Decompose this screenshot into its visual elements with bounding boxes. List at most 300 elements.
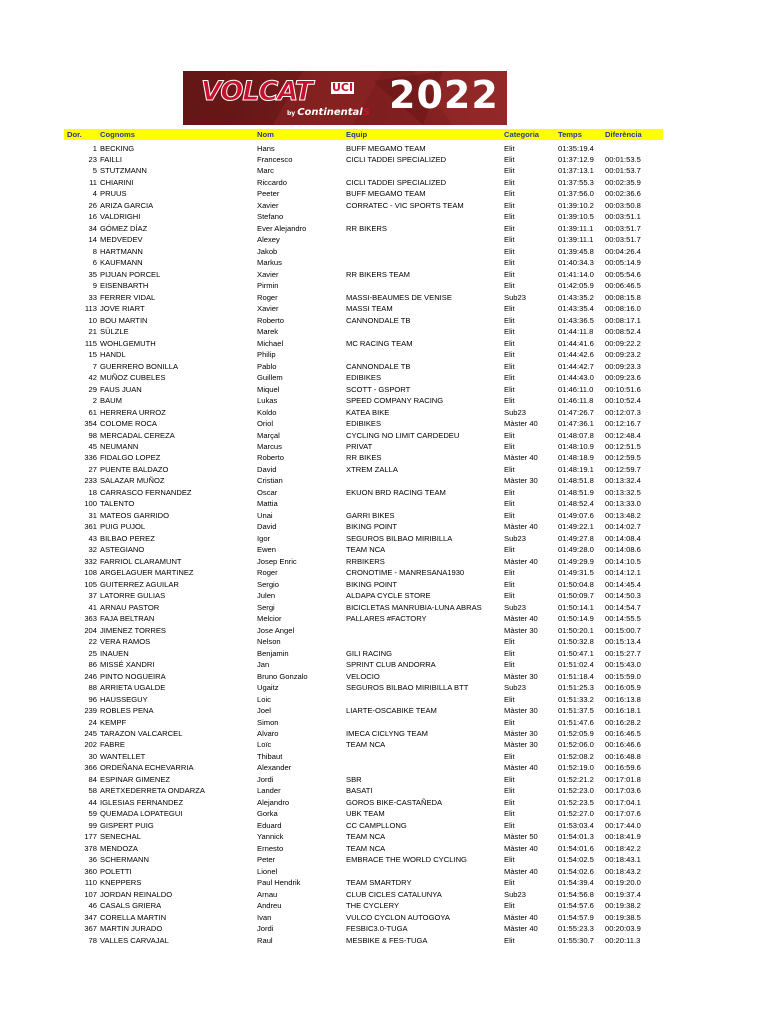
cell-difference: 00:16:28.2 <box>605 717 641 727</box>
cell-surname: POLETTI <box>100 866 132 876</box>
cell-surname: SALAZAR MUÑOZ <box>100 476 165 486</box>
cell-dorsal: 22 <box>88 637 97 647</box>
cell-first-name: Nelson <box>257 637 281 647</box>
cell-difference: 00:15:43.0 <box>605 660 641 670</box>
cell-time: 01:52:23.5 <box>558 797 594 807</box>
table-row <box>0 694 768 705</box>
cell-surname: SENECHAL <box>100 832 141 842</box>
table-row <box>0 602 768 613</box>
cell-dorsal: 239 <box>84 706 97 716</box>
cell-team: GOROS BIKE-CASTAÑEDA <box>346 797 443 807</box>
table-row <box>0 751 768 762</box>
cell-time: 01:52:21.2 <box>558 774 594 784</box>
cell-team: MASSI-BEAUMES DE VENISE <box>346 292 452 302</box>
cell-time: 01:42:05.9 <box>558 281 594 291</box>
cell-surname: FIDALGO LOPEZ <box>100 453 161 463</box>
cell-team: KATEA BIKE <box>346 407 390 417</box>
cell-team: RR BIKES <box>346 453 382 463</box>
cell-difference: 00:16:05.9 <box>605 683 641 693</box>
cell-category: Elit <box>504 809 515 819</box>
table-row <box>0 498 768 509</box>
cell-time: 01:51:33.2 <box>558 694 594 704</box>
cell-surname: CHIARINI <box>100 177 134 187</box>
table-row <box>0 785 768 796</box>
cell-dorsal: 378 <box>84 843 97 853</box>
cell-dorsal: 245 <box>84 728 97 738</box>
cell-category: Elit <box>504 396 515 406</box>
cell-difference: 00:09:23.6 <box>605 373 641 383</box>
cell-time: 01:44:42.7 <box>558 361 594 371</box>
table-row <box>0 315 768 326</box>
cell-category: Màster 30 <box>504 728 538 738</box>
cell-category: Elit <box>504 166 515 176</box>
cell-difference: 00:10:52.4 <box>605 396 641 406</box>
cell-dorsal: 23 <box>88 154 97 164</box>
cell-surname: CASALS GRIERA <box>100 901 162 911</box>
cell-difference: 00:14:54.7 <box>605 602 641 612</box>
cell-time: 01:41:14.0 <box>558 269 594 279</box>
cell-difference: 00:20:11.3 <box>605 935 641 945</box>
cell-category: Elit <box>504 223 515 233</box>
cell-difference: 00:16:46.6 <box>605 740 641 750</box>
cell-dorsal: 360 <box>84 866 97 876</box>
cell-team: EDIBIKES <box>346 373 382 383</box>
cell-surname: PUENTE BALDAZO <box>100 464 169 474</box>
cell-surname: FARRIOL CLARAMUNT <box>100 556 182 566</box>
cell-first-name: Alexander <box>257 763 292 773</box>
cell-surname: ARNAU PASTOR <box>100 602 160 612</box>
cell-first-name: Josep Enric <box>257 556 297 566</box>
cell-category: Elit <box>504 648 515 658</box>
cell-category: Elit <box>504 660 515 670</box>
cell-first-name: Benjamin <box>257 648 289 658</box>
cell-team: BUFF MEGAMO TEAM <box>346 143 426 153</box>
table-row <box>0 395 768 406</box>
cell-team: SCOTT - GSPORT <box>346 384 411 394</box>
table-row <box>0 280 768 291</box>
cell-first-name: Thibaut <box>257 751 283 761</box>
cell-first-name: Bruno Gonzalo <box>257 671 308 681</box>
cell-first-name: Francesco <box>257 154 293 164</box>
cell-first-name: Ivan <box>257 912 272 922</box>
cell-category: Màster 30 <box>504 706 538 716</box>
table-row <box>0 648 768 659</box>
cell-difference: 00:01:53.5 <box>605 154 641 164</box>
cell-time: 01:51:02.4 <box>558 660 594 670</box>
cell-surname: VERA RAMOS <box>100 637 151 647</box>
cell-category: Elit <box>504 935 515 945</box>
cell-difference: 00:08:17.1 <box>605 315 641 325</box>
cell-category: Sub23 <box>504 683 526 693</box>
cell-category: Elit <box>504 786 515 796</box>
table-row <box>0 372 768 383</box>
sponsor-logo <box>287 108 370 118</box>
cell-difference: 00:03:51.7 <box>605 223 641 233</box>
cell-time: 01:54:01.3 <box>558 832 594 842</box>
cell-team: BICICLETAS MANRUBIA-LUNA ABRAS <box>346 602 482 612</box>
cell-first-name: Joel <box>257 706 271 716</box>
cell-dorsal: 24 <box>88 717 97 727</box>
cell-first-name: Roberto <box>257 315 285 325</box>
cell-dorsal: 110 <box>84 878 97 888</box>
cell-first-name: Peter <box>257 855 276 865</box>
cell-difference: 00:15:27.7 <box>605 648 641 658</box>
cell-surname: VALDRIGHI <box>100 212 141 222</box>
cell-first-name: Simon <box>257 717 279 727</box>
cell-team: RRBIKERS <box>346 556 385 566</box>
cell-first-name: Loïc <box>257 740 272 750</box>
cell-team: XTREM ZALLA <box>346 464 398 474</box>
cell-difference: 00:19:38.5 <box>605 912 641 922</box>
table-row <box>0 831 768 842</box>
cell-difference: 00:12:07.3 <box>605 407 641 417</box>
cell-time: 01:37:13.1 <box>558 166 594 176</box>
cell-team: CYCLING NO LIMIT CARDEDEU <box>346 430 460 440</box>
table-row <box>0 889 768 900</box>
cell-category: Elit <box>504 797 515 807</box>
cell-surname: NEUMANN <box>100 441 139 451</box>
cell-team: THE CYCLERY <box>346 901 400 911</box>
cell-difference: 00:16:48.8 <box>605 751 641 761</box>
cell-difference: 00:14:50.3 <box>605 591 641 601</box>
cell-surname: JOVE RIART <box>100 304 145 314</box>
cell-team: UBK TEAM <box>346 809 385 819</box>
cell-time: 01:48:18.9 <box>558 453 594 463</box>
cell-surname: LATORRE GULIAS <box>100 591 166 601</box>
cell-difference: 00:16:18.1 <box>605 706 641 716</box>
cell-team: TEAM NCA <box>346 545 386 555</box>
table-row <box>0 625 768 636</box>
cell-surname: HANDL <box>100 350 126 360</box>
cell-team: VELOCIO <box>346 671 380 681</box>
cell-dorsal: 45 <box>88 441 97 451</box>
cell-category: Elit <box>504 591 515 601</box>
cell-team: LIARTE-OSCABIKE TEAM <box>346 706 437 716</box>
cell-surname: ORDEÑANA ECHEVARRIA <box>100 763 194 773</box>
cell-surname: PRUUS <box>100 189 127 199</box>
cell-surname: SÜLZLE <box>100 327 129 337</box>
cell-surname: IGLESIAS FERNANDEZ <box>100 797 184 807</box>
cell-surname: COLOME ROCA <box>100 419 157 429</box>
cell-surname: GUITERREZ AGUILAR <box>100 579 179 589</box>
cell-category: Elit <box>504 177 515 187</box>
uci-logo: UCI <box>332 81 354 94</box>
cell-time: 01:49:31.5 <box>558 568 594 578</box>
cell-first-name: Sergi <box>257 602 275 612</box>
table-row <box>0 682 768 693</box>
cell-dorsal: 11 <box>89 177 97 187</box>
cell-surname: HAUSSEGUY <box>100 694 148 704</box>
cell-category: Sub23 <box>504 407 526 417</box>
cell-category: Màster 50 <box>504 832 538 842</box>
cell-difference: 00:17:01.8 <box>605 774 641 784</box>
cell-time: 01:37:55.3 <box>558 177 594 187</box>
table-row <box>0 843 768 854</box>
cell-surname: CARRASCO FERNANDEZ <box>100 487 192 497</box>
cell-category: Sub23 <box>504 533 526 543</box>
cell-surname: MERCADAL CEREZA <box>100 430 175 440</box>
cell-category: Elit <box>504 258 515 268</box>
cell-dorsal: 16 <box>88 212 97 222</box>
cell-time: 01:48:51.9 <box>558 487 594 497</box>
cell-time: 01:39:11.1 <box>558 235 594 245</box>
cell-category: Elit <box>504 327 515 337</box>
cell-time: 01:39:11.1 <box>558 223 594 233</box>
cell-first-name: Igor <box>257 533 271 543</box>
cell-team: CRONOTIME - MANRESANA1930 <box>346 568 465 578</box>
cell-time: 01:51:37.5 <box>558 706 594 716</box>
cell-difference: 00:02:36.6 <box>605 189 641 199</box>
cell-time: 01:50:09.7 <box>558 591 594 601</box>
cell-difference: 00:03:51.7 <box>605 235 641 245</box>
cell-dorsal: 8 <box>92 246 97 256</box>
cell-surname: EISENBARTH <box>100 281 149 291</box>
cell-dorsal: 88 <box>88 683 97 693</box>
cell-time: 01:47:36.1 <box>558 419 594 429</box>
cell-difference: 00:12:59.7 <box>605 464 641 474</box>
cell-difference: 00:18:41.9 <box>605 832 641 842</box>
cell-team: TEAM NCA <box>346 740 386 750</box>
cell-category: Elit <box>504 487 515 497</box>
cell-time: 01:52:05.9 <box>558 728 594 738</box>
cell-surname: MARTIN JURADO <box>100 924 163 934</box>
table-row <box>0 154 768 165</box>
cell-time: 01:50:14.1 <box>558 602 594 612</box>
cell-time: 01:37:12.9 <box>558 154 594 164</box>
cell-first-name: Oscar <box>257 487 278 497</box>
cell-category: Elit <box>504 143 515 153</box>
cell-time: 01:37:56.0 <box>558 189 594 199</box>
cell-first-name: Koldo <box>257 407 277 417</box>
cell-dorsal: 332 <box>84 556 97 566</box>
cell-time: 01:55:30.7 <box>558 935 594 945</box>
cell-category: Màster 30 <box>504 625 538 635</box>
header-difference: Diferència <box>605 130 642 139</box>
cell-difference: 00:10:51.6 <box>605 384 641 394</box>
cell-team: SEGUROS BILBAO MIRIBILLA <box>346 533 453 543</box>
cell-dorsal: 78 <box>88 935 97 945</box>
table-row <box>0 407 768 418</box>
table-row <box>0 659 768 670</box>
cell-category: Màster 30 <box>504 476 538 486</box>
cell-difference: 00:14:08.4 <box>605 533 641 543</box>
cell-surname: BAUM <box>100 396 122 406</box>
cell-dorsal: 26 <box>88 200 97 210</box>
cell-time: 01:50:20.1 <box>558 625 594 635</box>
cell-dorsal: 58 <box>88 786 97 796</box>
table-row <box>0 487 768 498</box>
cell-first-name: Jose Angel <box>257 625 295 635</box>
cell-first-name: Alejandro <box>257 797 290 807</box>
cell-time: 01:52:23.0 <box>558 786 594 796</box>
cell-time: 01:40:34.3 <box>558 258 594 268</box>
cell-category: Màster 40 <box>504 866 538 876</box>
table-row <box>0 430 768 441</box>
cell-team: BIKING POINT <box>346 522 398 532</box>
cell-first-name: David <box>257 522 277 532</box>
cell-dorsal: 10 <box>88 315 97 325</box>
cell-dorsal: 177 <box>84 832 97 842</box>
cell-category: Màster 30 <box>504 740 538 750</box>
cell-difference: 00:16:13.8 <box>605 694 641 704</box>
cell-category: Elit <box>504 694 515 704</box>
cell-difference: 00:19:37.4 <box>605 889 641 899</box>
cell-dorsal: 107 <box>84 889 97 899</box>
cell-team: GARRI BIKES <box>346 510 395 520</box>
table-row <box>0 326 768 337</box>
cell-difference: 00:16:46.5 <box>605 728 641 738</box>
cell-surname: JIMENEZ TORRES <box>100 625 166 635</box>
cell-dorsal: 33 <box>88 292 97 302</box>
cell-dorsal: 61 <box>88 407 97 417</box>
cell-difference: 00:02:35.9 <box>605 177 641 187</box>
cell-dorsal: 100 <box>84 499 97 509</box>
cell-first-name: Arnau <box>257 889 278 899</box>
cell-difference: 00:15:00.7 <box>605 625 641 635</box>
cell-first-name: Paul Hendrik <box>257 878 301 888</box>
cell-category: Elit <box>504 373 515 383</box>
cell-time: 01:44:42.6 <box>558 350 594 360</box>
cell-surname: FAILLI <box>100 154 122 164</box>
cell-dorsal: 84 <box>88 774 97 784</box>
cell-team: VULCO CYCLON AUTOGOYA <box>346 912 450 922</box>
cell-first-name: Marc <box>257 166 274 176</box>
cell-time: 01:52:19.0 <box>558 763 594 773</box>
cell-surname: KEMPF <box>100 717 127 727</box>
cell-category: Elit <box>504 304 515 314</box>
table-row <box>0 303 768 314</box>
cell-time: 01:39:10.5 <box>558 212 594 222</box>
cell-difference: 00:05:54.6 <box>605 269 641 279</box>
cell-difference: 00:17:44.0 <box>605 820 641 830</box>
cell-surname: PUIG PUJOL <box>100 522 146 532</box>
cell-first-name: Alexey <box>257 235 280 245</box>
cell-difference: 00:09:23.2 <box>605 350 641 360</box>
table-row <box>0 613 768 624</box>
cell-surname: MATEOS GARRIDO <box>100 510 170 520</box>
table-row <box>0 774 768 785</box>
cell-first-name: Marçal <box>257 430 280 440</box>
table-row <box>0 165 768 176</box>
cell-category: Elit <box>504 510 515 520</box>
table-row <box>0 533 768 544</box>
cell-time: 01:51:18.4 <box>558 671 594 681</box>
cell-first-name: Lander <box>257 786 281 796</box>
cell-first-name: Unai <box>257 510 273 520</box>
cell-category: Elit <box>504 637 515 647</box>
cell-team: SEGUROS BILBAO MIRIBILLA BTT <box>346 683 469 693</box>
table-row <box>0 177 768 188</box>
cell-difference: 00:08:15.8 <box>605 292 641 302</box>
cell-surname: MISSÉ XANDRI <box>100 660 155 670</box>
cell-difference: 00:12:51.5 <box>605 441 641 451</box>
table-row <box>0 808 768 819</box>
cell-team: CC CAMPLLONG <box>346 820 407 830</box>
cell-difference: 00:14:10.5 <box>605 556 641 566</box>
cell-time: 01:49:27.8 <box>558 533 594 543</box>
cell-dorsal: 366 <box>84 763 97 773</box>
header-team: Equip <box>346 130 368 139</box>
cell-category: Elit <box>504 464 515 474</box>
table-row <box>0 567 768 578</box>
cell-category: Màster 40 <box>504 614 538 624</box>
cell-dorsal: 108 <box>84 568 97 578</box>
event-year: 2022 <box>389 73 499 117</box>
cell-dorsal: 336 <box>84 453 97 463</box>
cell-first-name: Mattia <box>257 499 278 509</box>
cell-dorsal: 34 <box>88 223 97 233</box>
cell-first-name: Xavier <box>257 269 279 279</box>
cell-surname: VALLES CARVAJAL <box>100 935 169 945</box>
cell-difference: 00:13:33.0 <box>605 499 641 509</box>
cell-dorsal: 7 <box>92 361 97 371</box>
cell-difference: 00:13:32.5 <box>605 487 641 497</box>
table-row <box>0 636 768 647</box>
cell-category: Elit <box>504 717 515 727</box>
table-row <box>0 338 768 349</box>
cell-surname: FAJA BELTRAN <box>100 614 155 624</box>
cell-dorsal: 9 <box>92 281 97 291</box>
table-row <box>0 797 768 808</box>
cell-first-name: Guillem <box>257 373 283 383</box>
cell-surname: BOU MARTIN <box>100 315 148 325</box>
cell-dorsal: 113 <box>84 304 97 314</box>
cell-time: 01:43:35.2 <box>558 292 594 302</box>
cell-difference: 00:08:52.4 <box>605 327 641 337</box>
table-row <box>0 211 768 222</box>
cell-team: EKUON BRD RACING TEAM <box>346 487 446 497</box>
cell-team: CANNONDALE TB <box>346 315 411 325</box>
cell-dorsal: 46 <box>88 901 97 911</box>
table-row <box>0 900 768 911</box>
cell-surname: ROBLES PENA <box>100 706 154 716</box>
cell-time: 01:49:28.0 <box>558 545 594 555</box>
table-row <box>0 143 768 154</box>
cell-time: 01:35:19.4 <box>558 143 594 153</box>
cell-time: 01:39:45.8 <box>558 246 594 256</box>
cell-difference: 00:13:48.2 <box>605 510 641 520</box>
cell-surname: MUÑOZ CUBELES <box>100 373 166 383</box>
cell-category: Elit <box>504 441 515 451</box>
cell-dorsal: 15 <box>88 350 97 360</box>
header-category: Categoria <box>504 130 540 139</box>
cell-team: GILI RACING <box>346 648 392 658</box>
cell-dorsal: 30 <box>88 751 97 761</box>
cell-category: Elit <box>504 855 515 865</box>
cell-category: Elit <box>504 350 515 360</box>
header-time: Temps <box>558 130 582 139</box>
cell-surname: ARIZA GARCIA <box>100 200 154 210</box>
cell-surname: HERRERA URROZ <box>100 407 166 417</box>
cell-dorsal: 96 <box>88 694 97 704</box>
cell-difference: 00:15:59.0 <box>605 671 641 681</box>
cell-time: 01:46:11.8 <box>558 396 594 406</box>
cell-category: Elit <box>504 235 515 245</box>
cell-team: CANNONDALE TB <box>346 361 411 371</box>
cell-category: Màster 40 <box>504 522 538 532</box>
cell-category: Màster 30 <box>504 671 538 681</box>
cell-dorsal: 204 <box>84 625 97 635</box>
cell-time: 01:44:43.0 <box>558 373 594 383</box>
cell-dorsal: 2 <box>92 396 97 406</box>
table-row <box>0 269 768 280</box>
cell-category: Elit <box>504 751 515 761</box>
cell-team: BASATI <box>346 786 373 796</box>
cell-surname: FABRE <box>100 740 125 750</box>
cell-surname: HARTMANN <box>100 246 143 256</box>
cell-category: Elit <box>504 361 515 371</box>
table-row <box>0 361 768 372</box>
